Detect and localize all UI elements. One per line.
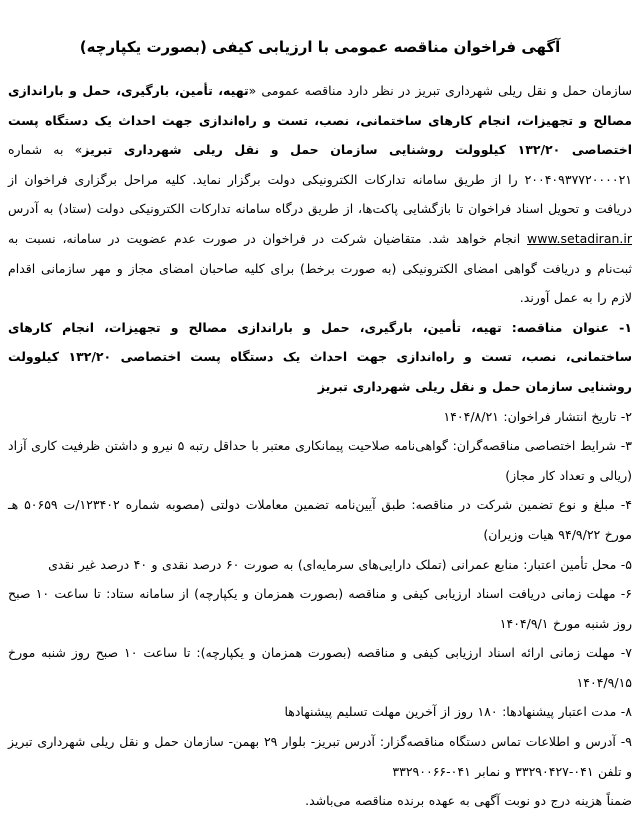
tender-item-5-funding-source: ۵- محل تأمین اعتبار: منابع عمرانی (تملک دارایی‌های سرمایه‌ای) به صورت ۶۰ درصد نقدی و ۴۰ درصد غیر نقدی	[48, 556, 632, 572]
tender-item-6-document-receipt-deadline: ۶- مهلت زمانی دریافت اسناد ارزیابی کیفی و مناقصه (بصورت همزمان و یکپارچه) از سامانه ستاد: تا ساعت ۱۰ صبح روز شنبه مورخ ۱۴۰۴/۹/۱	[8, 586, 633, 631]
intro-mid-text: را از طریق سامانه تدارکات الکترونیکی دولت برگزار نماید. کلیه مراحل برگزاری فراخوان از دریافت و تحویل اسناد فراخوان تا بازگشایی پاکت‌ها، از طریق درگاه سامانه تدارکات الکترونیکی دولت (ستاد) به آدرس	[8, 171, 632, 217]
intro-paragraph	[8, 76, 632, 313]
tender-item-8-offer-validity: ۸- مدت اعتبار پیشنهادها: ۱۸۰ روز از آخرین مهلت تسلیم پیشنهادها	[284, 704, 632, 720]
document-page	[0, 33, 640, 816]
page-title: آگهی فراخوان مناقصه عمومی با ارزیابی کیفی (بصورت یکپارچه)	[79, 38, 561, 56]
tender-item-1-title: ۱- عنوان مناقصه: تهیه، تأمین، بارگیری، حمل و باراندازی مصالح و تجهیزات، انجام کارهای ساختمانی، نصب، تست و راه‌اندازی جهت احداث یک دستگاه پست اختصاصی ۱۳۲/۲۰ کیلوولت روشنایی سازمان حمل و نقل ریلی شهرداری تبریز	[8, 319, 632, 394]
tender-item-7-submission-deadline: ۷- مهلت زمانی ارائه اسناد ارزیابی کیفی و مناقصه (بصورت همزمان و یکپارچه): تا ساعت ۱۰ صبح روز شنبه مورخ ۱۴۰۴/۹/۱۵	[8, 645, 632, 690]
tender-number: ۲۰۰۴۰۹۳۷۷۲۰۰۰۰۲۱	[524, 171, 632, 187]
intro-end-text: انجام خواهد شد. متقاضیان شرکت در فراخوان در صورت عدم عضویت در سامانه، نسبت به ثبت‌نام و دریافت گواهی امضای الکترونیکی (به صورت برخط) برای کلیه صاحبان امضای مجاز و مهر سازمانی اقدام لازم را به عمل آورند.	[8, 230, 632, 306]
intro-after-quote: » به شماره	[8, 142, 83, 158]
setadiran-link[interactable]: www.setadiran.ir	[527, 230, 632, 246]
tender-item-2-publish-date: ۲- تاریخ انتشار فراخوان: ۱۴۰۴/۸/۲۱	[443, 408, 632, 424]
tender-item-3-bidder-conditions: ۳- شرایط اختصاصی مناقصه‌گران: گواهی‌نامه صلاحیت پیمانکاری معتبر با حداقل رتبه ۵ نیرو و داشتن ظرفیت کاری آزاد (ریالی و تعداد کار مجاز)	[8, 438, 633, 483]
footer-note: ضمناً هزینه درج دو نوبت آگهی به عهده برنده مناقصه می‌باشد.	[305, 793, 632, 809]
intro-text-start: سازمان حمل و نقل ریلی شهرداری تبریز در نظر دارد مناقصه عمومی «	[248, 83, 632, 98]
tender-subject-bold: تهیه، تأمین، بارگیری، حمل و باراندازی مصالح و تجهیزات، انجام کارهای ساختمانی، نصب، تست و راه‌اندازی جهت احداث یک دستگاه پست اختصاصی ۱۳۲/۲۰ کیلوولت روشنایی سازمان حمل و نقل ریلی شهرداری تبریز	[8, 83, 632, 158]
tender-item-4-guarantee: ۴- مبلغ و نوع تضمین شرکت در مناقصه: طبق آیین‌نامه تضمین معاملات دولتی (مصوبه شماره ۱۲۳۴۰۲/ت ۵۰۶۵۹ هـ مورخ ۹۴/۹/۲۲ هیات وزیران)	[8, 497, 632, 542]
tender-item-9-contact-address: ۹- آدرس و اطلاعات تماس دستگاه مناقصه‌گزار: آدرس تبریز- بلوار ۲۹ بهمن- سازمان حمل و نقل ریلی شهرداری تبریز و تلفن ۰۴۱-۳۳۲۹۰۴۲۷ و نمابر ۰۴۱-۳۳۲۹۰۰۶۶	[8, 734, 632, 779]
